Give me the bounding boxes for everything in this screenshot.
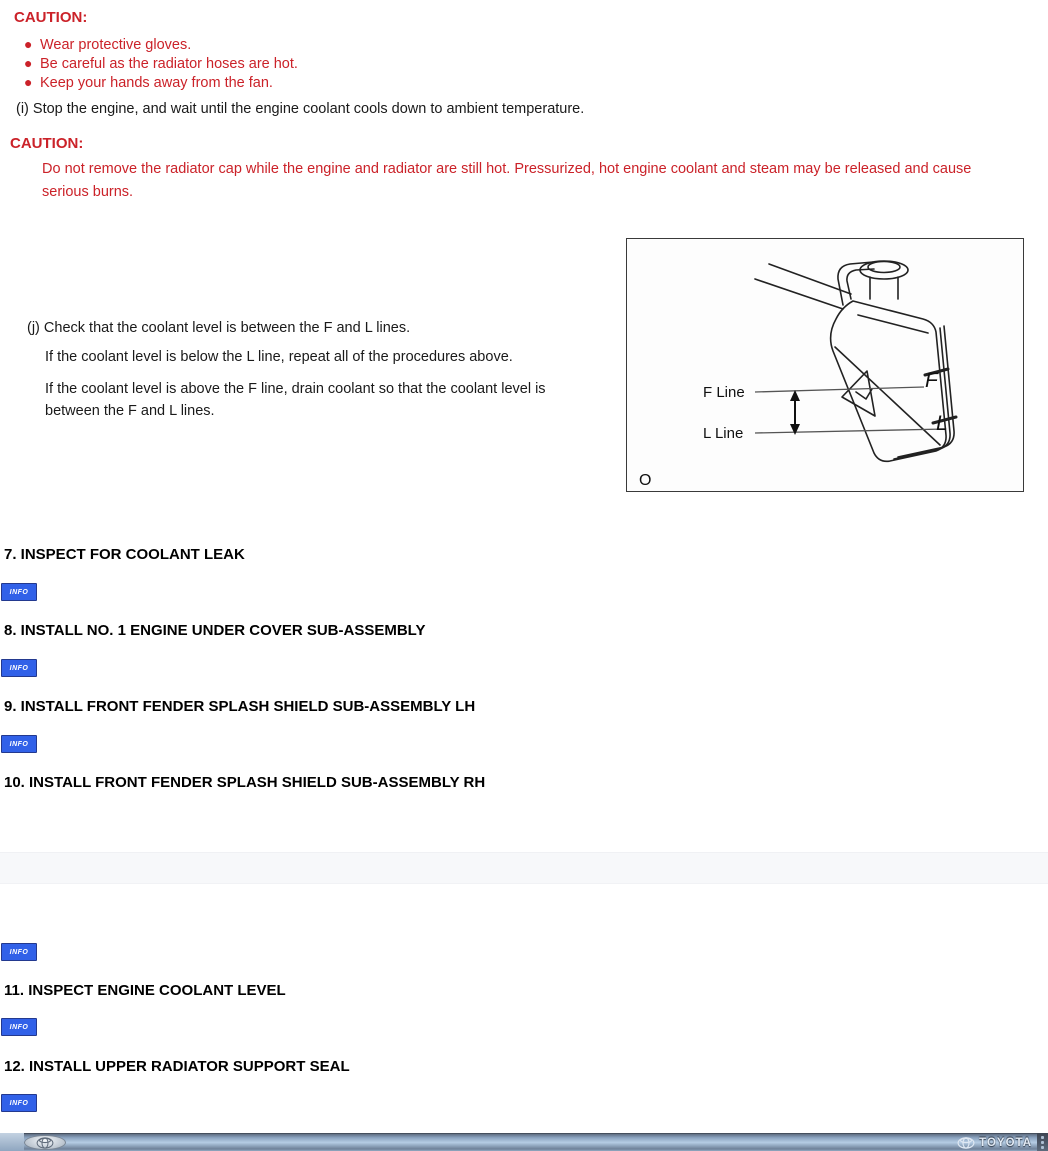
caution-bullet-item	[24, 73, 298, 92]
cap-neck	[870, 277, 898, 299]
figure-corner-mark: O	[639, 472, 652, 489]
bullet-icon: ●	[24, 55, 33, 71]
bullet-icon: ●	[24, 74, 33, 90]
caution-heading-top: CAUTION:	[14, 9, 88, 26]
caution-bullet-list	[24, 35, 298, 92]
info-button-section-10[interactable]: INFO	[1, 943, 37, 961]
caution-bullet-text: Keep your hands away from the fan.	[40, 75, 273, 91]
separator-band	[0, 852, 1048, 884]
footer-grip-handle[interactable]	[1037, 1133, 1048, 1151]
toyota-emblem-icon	[35, 1137, 55, 1149]
l-mark: L	[936, 412, 948, 435]
caution-bullet-text: Be careful as the radiator hoses are hot.	[40, 56, 298, 72]
coolant-reservoir-figure	[626, 238, 1024, 492]
section-title-8: 8. INSTALL NO. 1 ENGINE UNDER COVER SUB-ASSEMBLY	[4, 622, 426, 639]
section-title-12: 12. INSTALL UPPER RADIATOR SUPPORT SEAL	[4, 1058, 350, 1075]
caution-heading-cap: CAUTION:	[10, 135, 84, 152]
caution-cap-text: Do not remove the radiator cap while the engine and radiator are still hot. Pressurized, hot engine coolant and steam may be released and cause serious burns.	[42, 161, 972, 200]
l-line-label: L Line	[703, 425, 744, 442]
info-button-section-12[interactable]: INFO	[1, 1094, 37, 1112]
step-j-text: (j) Check that the coolant level is between the F and L lines.	[27, 320, 411, 336]
f-line-label: F Line	[703, 384, 745, 401]
toyota-emblem-icon	[957, 1137, 975, 1149]
toyota-wordmark: TOYOTA	[979, 1136, 1032, 1149]
footer-toolbar	[0, 1133, 1048, 1151]
grip-dot	[1041, 1136, 1044, 1139]
step-j-note-below: If the coolant level is below the L line, repeat all of the procedures above.	[45, 349, 513, 365]
section-title-11: 11. INSPECT ENGINE COOLANT LEVEL	[4, 982, 286, 999]
reservoir-cap-top	[868, 262, 900, 273]
step-j-note-above: If the coolant level is above the F line, drain coolant so that the coolant level is between the F and L lines.	[45, 381, 546, 419]
arrowhead-down-icon	[790, 424, 800, 435]
info-button-section-11[interactable]: INFO	[1, 1018, 37, 1036]
grip-dot	[1041, 1146, 1044, 1149]
arrowhead-up-icon	[790, 390, 800, 401]
section-title-9: 9. INSTALL FRONT FENDER SPLASH SHIELD SUB-ASSEMBLY LH	[4, 698, 476, 715]
f-mark: F	[925, 369, 938, 392]
info-button-section-8[interactable]: INFO	[1, 659, 37, 677]
caution-bullet-item	[24, 54, 298, 73]
f-level-line	[755, 387, 924, 392]
footer-left-tab	[0, 1133, 24, 1151]
reservoir-tank-illustration	[627, 239, 1023, 491]
hose-line	[755, 279, 843, 309]
caution-bullet-text: Wear protective gloves.	[40, 37, 192, 53]
caution-bullet-item	[24, 35, 298, 54]
info-button-section-7[interactable]: INFO	[1, 583, 37, 601]
l-level-line	[755, 429, 946, 433]
spout-slit	[856, 389, 872, 399]
section-title-10: 10. INSTALL FRONT FENDER SPLASH SHIELD SUB-ASSEMBLY RH	[4, 774, 486, 791]
toyota-brand-link[interactable]	[957, 1135, 1032, 1150]
grip-dot	[1041, 1141, 1044, 1144]
info-button-section-9[interactable]: INFO	[1, 735, 37, 753]
toyota-badge-button[interactable]	[24, 1135, 66, 1150]
bullet-icon: ●	[24, 36, 33, 52]
section-title-7: 7. INSPECT FOR COOLANT LEAK	[4, 546, 245, 563]
step-i-text: (i) Stop the engine, and wait until the engine coolant cools down to ambient temperature.	[16, 101, 585, 117]
